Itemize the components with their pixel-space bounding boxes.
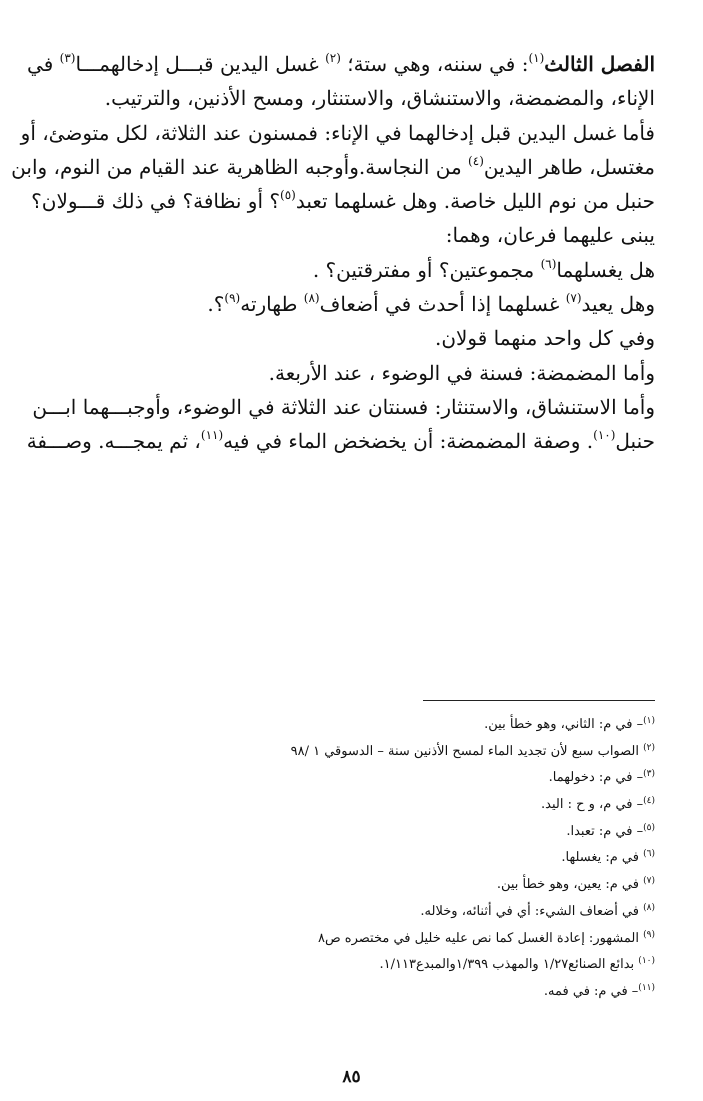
footnote-8: [41, 899, 655, 926]
footnote-11: [41, 979, 655, 1006]
footnote-ref-6: (٦): [540, 256, 557, 271]
footnote-text: – في م، و ح : اليد.: [541, 797, 644, 813]
footnote-text: المشهور: إعادة الغسل كما نص عليه خليل في مختصره ص٨: [317, 930, 644, 946]
footnotes-section: [41, 712, 655, 1006]
footnote-7: [41, 872, 655, 899]
footnote-text: في أضعاف الشيء: أي في أثنائه، وخلاله.: [420, 903, 644, 919]
chapter-title: الفصل الثالث: [544, 52, 655, 76]
text-segment: وهل يعيد: [581, 292, 655, 317]
text-segment: طهارته: [240, 292, 304, 317]
text-segment: ، ثم يمجـــه. وصـــفة: [26, 429, 201, 454]
page-number: ٨٥: [342, 1067, 361, 1087]
footnote-text: – في م: تعبدا.: [566, 823, 644, 839]
footnote-text: الصواب سبع لأن تجديد الماء لمسح الأذنين سنة – الدسوقي ١ /٩٨: [290, 743, 644, 759]
text-line-8: [41, 287, 655, 321]
footnote-9: [41, 926, 655, 953]
footnote-number: (١): [643, 716, 655, 726]
footnote-ref-3: (٣): [59, 51, 76, 65]
text-segment: ؟ أو نظافة؟ في ذلك قـــولان؟: [31, 189, 280, 214]
footnote-ref-2: (٢): [325, 51, 341, 65]
footnote-text: في م: يعين، وهو خطأ بين.: [496, 877, 644, 893]
footnote-text: – في م: دخولهما.: [548, 770, 644, 786]
text-segment: غسل اليدين قبـــل إدخالهمـــا: [75, 52, 326, 76]
text-line-11: وأما الاستنشاق، والاستنثار: فسنتان عند الثلاثة في الوضوء، وأوجبـــهما ابـــن: [32, 394, 655, 419]
text-line-9: وفي كل واحد منهما قولان.: [434, 326, 655, 351]
footnote-text: بدائع الصنائع١/٢٧ والمهذب ١/٣٩٩والمبدع١/١١٣.: [379, 957, 639, 973]
text-line-1: [27, 47, 655, 81]
footnote-1: [41, 712, 655, 739]
footnote-number: (٨): [643, 902, 655, 913]
footnote-ref-11: (١١): [200, 428, 224, 443]
footnote-ref-8: (٨): [303, 291, 320, 306]
text-segment: : في سننه، وهي ستة؛: [340, 52, 529, 76]
footnote-text: في م: يغسلها.: [561, 850, 644, 866]
text-line-12: [26, 424, 655, 458]
footnote-3: [41, 765, 655, 792]
footnote-number: (٩): [643, 929, 655, 940]
footnote-text: – في م: الثاني، وهو خطأ بين.: [484, 717, 644, 732]
footnote-divider: [423, 700, 655, 701]
text-line-7: [41, 253, 655, 287]
text-segment: مجموعتين؟ أو مفترقتين؟ .: [312, 257, 541, 282]
footnote-number: (٣): [643, 769, 655, 780]
footnote-ref-10: (١٠): [593, 428, 616, 443]
text-segment: غسلهما إذا أحدث في أضعاف: [319, 292, 566, 317]
text-line-2: الإناء، والمضمضة، والاستنشاق، والاستنثار، ومسح الأذنين، والترتيب.: [104, 86, 655, 111]
footnote-text: – في م: في فمه.: [543, 983, 639, 999]
text-line-3: فأما غسل اليدين قبل إدخالهما في الإناء: فمسنون عند الثلاثة، لكل متوضئ، أو: [20, 120, 655, 145]
text-segment: من النجاسة.وأوجبه الظاهرية عند القيام من النوم، وابن: [11, 154, 469, 179]
footnote-ref-9: (٩): [224, 291, 241, 306]
footnote-10: [41, 952, 655, 979]
text-segment: هل يغسلهما: [556, 257, 655, 282]
text-segment: في: [27, 52, 60, 76]
footnote-number: (٥): [643, 822, 655, 833]
footnote-4: [41, 792, 655, 819]
footnote-ref-4: (٤): [468, 153, 484, 168]
footnote-ref-5: (٥): [280, 188, 296, 203]
footnote-number: (١١): [638, 982, 655, 993]
footnote-number: (١٠): [638, 956, 655, 967]
footnote-5: [41, 819, 655, 846]
footnote-number: (٢): [643, 742, 655, 753]
text-segment: مغتسل، طاهر اليدين: [483, 154, 655, 179]
text-segment: . وصفة المضمضة: أن يخضخض الماء في فيه: [223, 429, 594, 454]
text-line-4: [11, 150, 655, 184]
text-segment: ؟.: [207, 292, 225, 317]
footnote-number: (٧): [643, 876, 655, 887]
text-line-10: وأما المضمضة: فسنة في الوضوء ، عند الأربعة.: [268, 360, 655, 385]
text-segment: حنبل: [615, 429, 655, 454]
footnote-number: (٤): [643, 796, 655, 807]
text-line-6: يبنى عليهما فرعان، وهما:: [445, 223, 655, 248]
text-line-5: [31, 184, 655, 218]
footnote-ref-7: (٧): [565, 291, 582, 306]
text-segment: حنبل من نوم الليل خاصة. وهل غسلهما تعبد: [295, 189, 655, 214]
footnote-2: [41, 739, 655, 766]
footnote-ref-1: (١): [528, 51, 545, 65]
main-text: [11, 47, 655, 459]
footnote-6: [41, 845, 655, 872]
footnote-number: (٦): [643, 849, 655, 860]
